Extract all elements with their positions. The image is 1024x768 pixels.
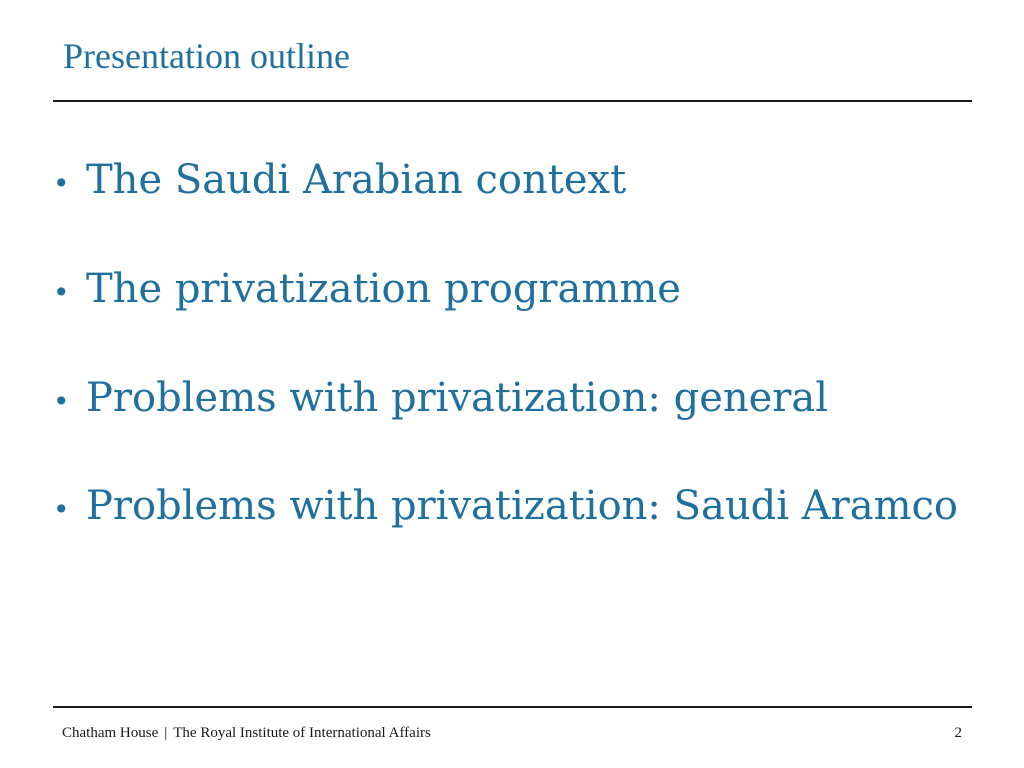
slide-title: Presentation outline [63, 36, 350, 76]
bullet-item [53, 263, 681, 319]
footer-caption [62, 723, 431, 743]
bullet-dot-icon: • [53, 385, 70, 418]
footer-divider [53, 706, 972, 708]
bullet-item [53, 480, 958, 536]
footer-org: Chatham House [62, 725, 159, 741]
bullet-text: The Saudi Arabian context [86, 157, 627, 203]
page-number: 2 [954, 725, 962, 741]
footer-separator: | [164, 725, 168, 741]
bullet-dot-icon: • [53, 276, 70, 309]
bullet-text: The privatization programme [86, 266, 681, 312]
bullet-text: Problems with privatization: Saudi Aramco [86, 483, 958, 529]
footer-subtitle: The Royal Institute of International Affairs [173, 725, 431, 741]
bullet-dot-icon: • [53, 493, 70, 526]
bullet-item [53, 372, 828, 428]
bullet-dot-icon: • [53, 167, 70, 200]
bullet-item [53, 154, 626, 210]
title-divider [53, 100, 972, 102]
bullet-text: Problems with privatization: general [86, 375, 829, 421]
